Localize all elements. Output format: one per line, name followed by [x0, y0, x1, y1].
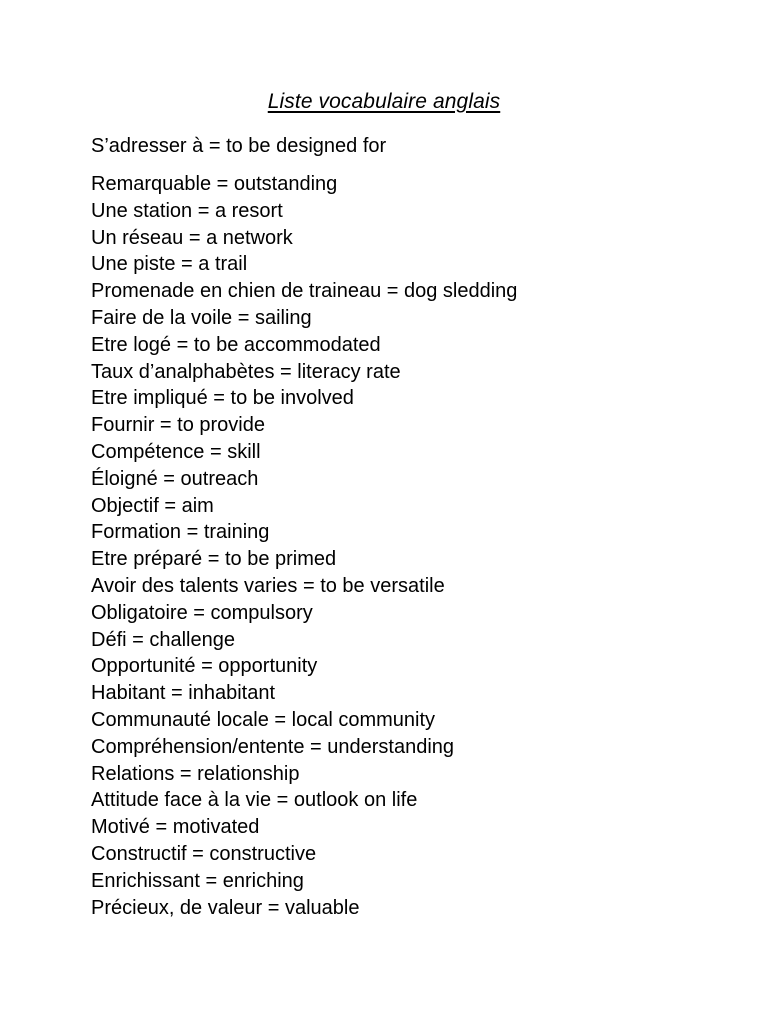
list-item: Précieux, de valeur = valuable: [91, 896, 360, 919]
list-item: Faire de la voile = sailing: [91, 306, 312, 329]
vocabulary-list: [91, 171, 517, 921]
list-item: Opportunité = opportunity: [91, 655, 318, 678]
list-item: Fournir = to provide: [91, 414, 265, 437]
list-item: Obligatoire = compulsory: [91, 601, 313, 624]
document-title: Liste vocabulaire anglais: [267, 90, 501, 113]
list-item: Etre logé = to be accommodated: [91, 333, 381, 356]
list-item: Relations = relationship: [91, 762, 300, 785]
list-item: Remarquable = outstanding: [91, 173, 338, 195]
list-item: Promenade en chien de traineau = dog sledding: [91, 280, 518, 303]
list-item: Éloigné = outreach: [91, 467, 259, 490]
list-item: Etre impliqué = to be involved: [91, 387, 354, 410]
list-item: Etre préparé = to be primed: [91, 548, 337, 571]
list-item: Taux d’analphabètes = literacy rate: [91, 360, 401, 383]
list-item: Objectif = aim: [91, 494, 214, 517]
list-item: Motivé = motivated: [91, 816, 260, 839]
list-item: Communauté locale = local community: [91, 708, 436, 731]
list-item: Formation = training: [91, 521, 270, 544]
list-item: Avoir des talents varies = to be versatile: [91, 574, 445, 597]
list-item: Une station = a resort: [91, 199, 283, 222]
list-item: Habitant = inhabitant: [91, 682, 276, 705]
intro-line: S’adresser à = to be designed for: [91, 135, 387, 157]
list-item: Un réseau = a network: [91, 226, 293, 249]
list-item: Compréhension/entente = understanding: [91, 735, 455, 758]
list-item: Compétence = skill: [91, 440, 261, 463]
list-item: Défi = challenge: [91, 628, 235, 651]
list-item: Constructif = constructive: [91, 842, 317, 865]
list-item: Enrichissant = enriching: [91, 869, 304, 892]
list-item: Attitude face à la vie = outlook on life: [91, 789, 418, 812]
list-item: Une piste = a trail: [91, 253, 248, 276]
